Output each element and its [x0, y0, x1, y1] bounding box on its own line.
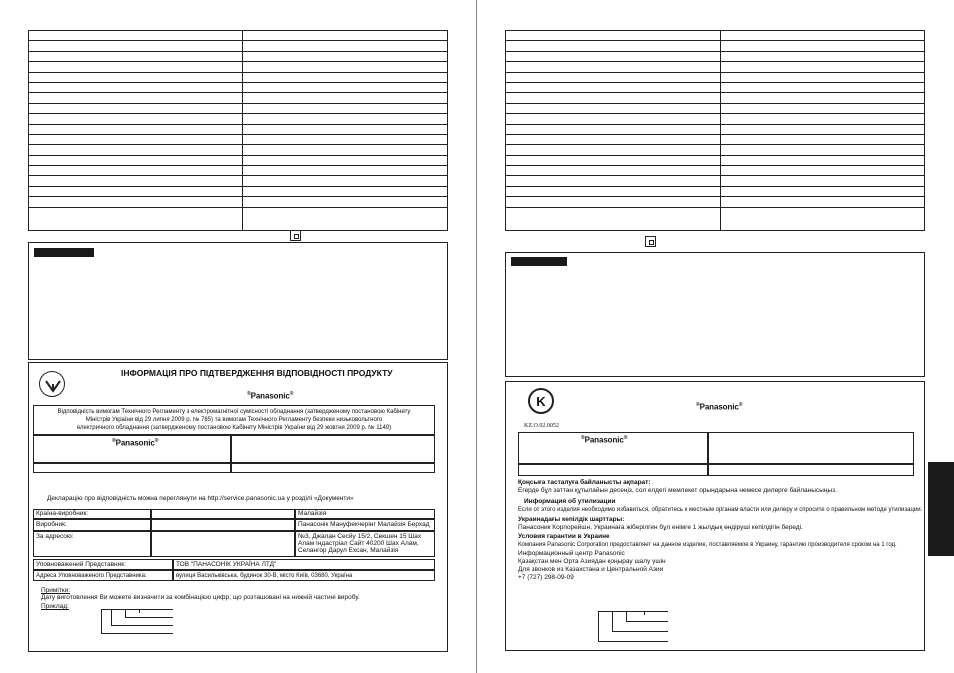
- spec-cell: [243, 176, 448, 186]
- warning-label-tag: [34, 248, 94, 257]
- row-value-cell: [295, 531, 435, 557]
- spec-row: [29, 114, 448, 124]
- spec-cell: [243, 93, 448, 103]
- spec-cell: [243, 197, 448, 207]
- blank-cell: [518, 464, 708, 476]
- spec-cell: [243, 41, 448, 51]
- row-label: Уповноважений Представник:: [36, 561, 126, 568]
- spec-cell: [29, 197, 243, 207]
- spec-cell: [506, 155, 721, 165]
- spec-cell: [506, 197, 721, 207]
- blank-cell: [151, 509, 295, 519]
- spec-row: [506, 134, 925, 144]
- spec-row: [29, 186, 448, 196]
- spec-cell: [243, 134, 448, 144]
- note-text: Дату виготовлення Ви можете визначити за комбінацією цифр, що розташовані на нижній частині виробу.: [41, 594, 360, 601]
- spec-cell: [721, 103, 925, 113]
- spec-cell: [243, 31, 448, 41]
- spec-cell: [721, 197, 925, 207]
- spec-row: [29, 41, 448, 51]
- panasonic-logo: ®Panasonic®: [696, 402, 743, 412]
- section-title: Украинадағы кепілдік шарттары:: [518, 516, 625, 523]
- spec-cell: [243, 207, 448, 230]
- address-line: Селангор Дарул Ехсан, Малайзія: [298, 547, 399, 554]
- right-spec-table: [505, 30, 925, 231]
- spec-cell: [506, 124, 721, 134]
- spec-row: [506, 207, 925, 230]
- spec-cell: [506, 114, 721, 124]
- spec-row: [506, 197, 925, 207]
- spec-cell: [243, 114, 448, 124]
- section-text: Компания Panasonic Corporation предоставляет на данное изделие, поставляемое в Украину, гарантию производителя сроком на 1 год.: [518, 542, 897, 548]
- spec-row: [29, 134, 448, 144]
- spec-cell: [506, 72, 721, 82]
- row-label: Виробник:: [36, 521, 67, 528]
- blank-cell: [708, 464, 914, 476]
- spec-cell: [506, 51, 721, 61]
- spec-row: [506, 93, 925, 103]
- panasonic-logo-small: ®Panasonic®: [112, 438, 159, 448]
- spec-cell: [721, 41, 925, 51]
- left-warning-box: [28, 242, 448, 360]
- spec-cell: [29, 41, 243, 51]
- contact-line: Для звонков из Казахстана и Центральной Азии: [518, 566, 664, 573]
- spec-row: [29, 93, 448, 103]
- spec-cell: [506, 207, 721, 230]
- panasonic-logo-small: ®Panasonic®: [581, 435, 628, 445]
- spec-row: [29, 31, 448, 41]
- spec-row: [29, 176, 448, 186]
- spec-cell: [29, 114, 243, 124]
- spec-row: [506, 62, 925, 72]
- spec-cell: [506, 166, 721, 176]
- spec-row: [506, 31, 925, 41]
- row-value-cell: [295, 509, 435, 519]
- left-spec-table: [28, 30, 448, 231]
- spec-cell: [243, 155, 448, 165]
- row-label-cell: [33, 531, 151, 557]
- compliance-line: електричного обладнання (затвердженому постановою Кабінету Міністрів України від 29 жовтня 2009 р. № 1149): [76, 425, 392, 431]
- address-line: Алам Індастріал Сайт 40200 Шах Алам,: [298, 540, 419, 547]
- spec-cell: [506, 134, 721, 144]
- spec-row: [506, 103, 925, 113]
- spec-cell: [721, 186, 925, 196]
- spec-cell: [721, 124, 925, 134]
- spec-cell: [721, 93, 925, 103]
- double-insulation-icon: [290, 230, 301, 241]
- spec-cell: [506, 82, 721, 92]
- double-insulation-icon: [645, 236, 656, 247]
- row-label-cell: [33, 519, 151, 531]
- spec-cell: [721, 207, 925, 230]
- compliance-cell: [33, 405, 435, 435]
- row-label: Країна-виробник:: [36, 510, 89, 517]
- spec-row: [29, 155, 448, 165]
- spec-cell: [506, 62, 721, 72]
- spec-row: [29, 72, 448, 82]
- spec-cell: [721, 176, 925, 186]
- spec-row: [29, 145, 448, 155]
- section-title: Условия гарантии в Украине: [518, 533, 610, 540]
- spec-row: [29, 166, 448, 176]
- row-value: Малайзія: [298, 510, 327, 517]
- row-label-cell: [33, 559, 173, 570]
- spec-cell: [29, 145, 243, 155]
- row-value: вулиця Васильківська, будинок 30-В, місто Київ, 03680, Україна: [176, 573, 353, 579]
- compliance-line: Міністрів України від 29 липня 2009 р. № 785) та вимогам Технічного Регламенту безпеки низьковольтного: [85, 417, 383, 423]
- address-line: №3, Джалан Сесйу 15/2, Секшен 15 Шах: [298, 533, 422, 540]
- section-title: Қоңсыға тасталуға байланысты ақпарат:: [518, 479, 651, 486]
- spec-row: [506, 82, 925, 92]
- spec-cell: [506, 145, 721, 155]
- spec-cell: [506, 176, 721, 186]
- section-text: Егерде бұл заттан құтылайын десеңіз, сол елдегі мемлекет орындарына немесе дилерге байланысыңыз.: [518, 487, 837, 494]
- panasonic-logo: ®Panasonic®: [247, 391, 294, 401]
- spec-cell: [29, 155, 243, 165]
- section-text: Панасоник Корпорейшн, Украинаға жіберілген бұл енімге 1 жылдық өндіруші кепілдігін береді.: [518, 524, 803, 531]
- spec-row: [506, 155, 925, 165]
- compliance-line: Відповідність вимогам Технічного Регламенту з електромагнітної сумісності обладнання (затвердженому постановою Кабінету: [57, 409, 411, 415]
- spec-cell: [721, 51, 925, 61]
- example-label: Приклад:: [41, 603, 69, 610]
- kz-info-box: [505, 381, 925, 651]
- spec-cell: [29, 31, 243, 41]
- model-cell: [231, 435, 435, 463]
- row-label: Адреса Уповноваженого Представника:: [36, 573, 147, 579]
- brand-cell: [33, 435, 231, 463]
- row-value-cell: [173, 559, 435, 570]
- contact-line: Информационный центр Panasonic: [518, 550, 625, 557]
- row-label: За адресою:: [36, 533, 74, 540]
- spec-row: [506, 72, 925, 82]
- spec-row: [29, 124, 448, 134]
- row-value-cell: [173, 570, 435, 581]
- spec-row: [506, 176, 925, 186]
- row-label-cell: [33, 509, 151, 519]
- spec-row: [506, 186, 925, 196]
- blank-cell: [151, 519, 295, 531]
- model-cell: [708, 432, 914, 464]
- spec-cell: [29, 176, 243, 186]
- spec-cell: [29, 166, 243, 176]
- spec-cell: [243, 145, 448, 155]
- spec-cell: [29, 82, 243, 92]
- spec-cell: [721, 72, 925, 82]
- spec-cell: [721, 82, 925, 92]
- page-divider: [476, 0, 477, 673]
- spec-cell: [721, 166, 925, 176]
- ua-info-title: ІНФОРМАЦІЯ ПРО ПІДТВЕРДЖЕННЯ ВІДПОВІДНОСТІ ПРОДУКТУ: [121, 368, 393, 378]
- spec-cell: [29, 103, 243, 113]
- spec-cell: [721, 155, 925, 165]
- spec-cell: [29, 186, 243, 196]
- note-title: Примітки:: [41, 587, 71, 594]
- spec-row: [506, 41, 925, 51]
- spec-row: [506, 114, 925, 124]
- spec-row: [506, 166, 925, 176]
- language-side-tab: [928, 462, 954, 556]
- warning-label-tag: [511, 257, 567, 266]
- spec-row: [29, 103, 448, 113]
- spec-cell: [721, 31, 925, 41]
- row-label-cell: [33, 570, 173, 581]
- spec-cell: [243, 166, 448, 176]
- right-warning-box: [505, 252, 925, 377]
- row-value: Панасонік Мануфекчерінг Малайзія Берхад: [298, 521, 430, 528]
- spec-row: [29, 62, 448, 72]
- spec-cell: [29, 134, 243, 144]
- spec-row: [29, 207, 448, 230]
- section-text: Если от этого изделия необходимо избавиться, обратитесь к местным органам власти или дилеру и спросите о правильном методе утилизации.: [518, 507, 923, 513]
- kz-conformity-mark-icon: K: [528, 388, 554, 414]
- spec-cell: [506, 186, 721, 196]
- spec-cell: [29, 51, 243, 61]
- spec-cell: [29, 62, 243, 72]
- contact-line: +7 (727) 298-09-09: [518, 574, 574, 581]
- brand-cell: [518, 432, 708, 464]
- ua-info-box: [28, 362, 448, 652]
- ua-conformity-mark-icon: [39, 371, 65, 397]
- spec-row: [506, 51, 925, 61]
- spec-cell: [721, 145, 925, 155]
- spec-cell: [506, 103, 721, 113]
- spec-cell: [506, 31, 721, 41]
- spec-cell: [243, 72, 448, 82]
- spec-cell: [243, 82, 448, 92]
- spec-cell: [243, 103, 448, 113]
- spec-row: [29, 82, 448, 92]
- spec-cell: [506, 93, 721, 103]
- spec-cell: [29, 124, 243, 134]
- row-value: ТОВ "ПАНАСОНІК УКРАЇНА ЛТД": [176, 561, 277, 568]
- spec-cell: [721, 62, 925, 72]
- spec-cell: [721, 134, 925, 144]
- spec-cell: [243, 124, 448, 134]
- section-title: Информация об утилизации: [524, 498, 616, 505]
- spec-cell: [243, 186, 448, 196]
- spec-cell: [721, 114, 925, 124]
- blank-cell: [33, 463, 231, 473]
- spec-row: [29, 197, 448, 207]
- spec-row: [506, 145, 925, 155]
- spec-cell: [243, 62, 448, 72]
- cert-code: KZ.O.02.0052: [524, 423, 559, 429]
- spec-cell: [243, 51, 448, 61]
- spec-row: [29, 51, 448, 61]
- spec-cell: [29, 93, 243, 103]
- spec-row: [506, 124, 925, 134]
- spec-cell: [29, 72, 243, 82]
- contact-line: Қазақстан мен Орта Азиядан қоңырау шалу үшін: [518, 558, 666, 565]
- row-value-cell: [295, 519, 435, 531]
- blank-cell: [231, 463, 435, 473]
- spec-cell: [506, 41, 721, 51]
- spec-cell: [29, 207, 243, 230]
- declaration-text: Декларацію про відповідність можна переглянути на http://service.panasonic.ua у розділі «Документи»: [47, 495, 354, 502]
- blank-cell: [151, 531, 295, 557]
